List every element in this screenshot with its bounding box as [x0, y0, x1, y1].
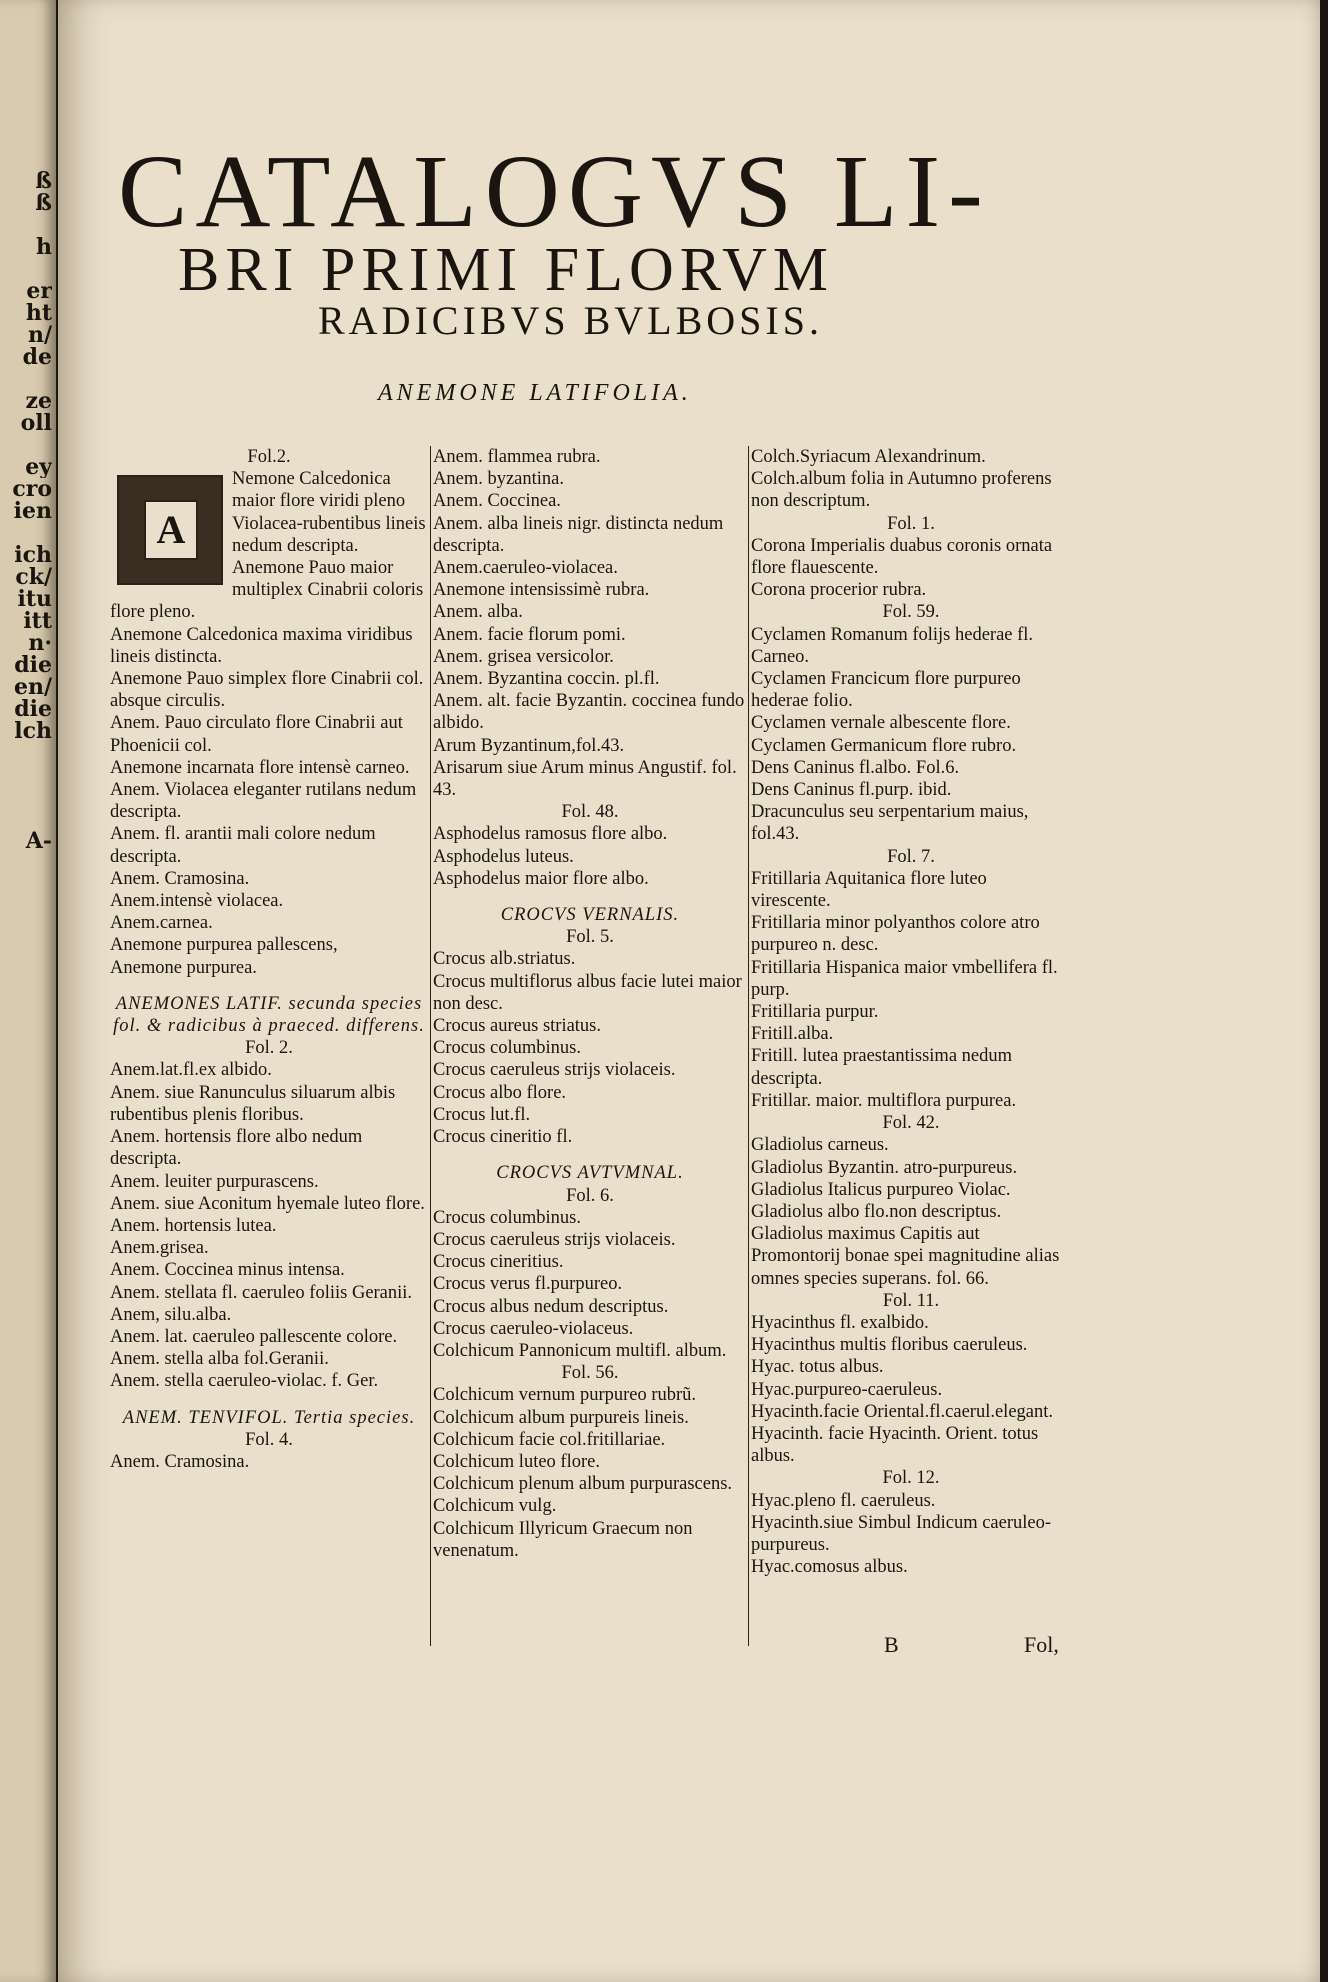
folio-heading: Fol. 7. — [887, 846, 935, 867]
catalog-entry: Crocus albo flore. — [433, 1082, 567, 1103]
catalog-entry: Crocus aureus striatus. — [433, 1016, 602, 1037]
previous-page-fragment: ck/ — [15, 566, 52, 588]
catalog-entry: Fritillaria Hispanica maior vmbellifera fl. purp. — [751, 957, 1058, 1000]
catalog-entry: Colchicum album purpureis lineis. — [433, 1407, 689, 1428]
catalog-entry: Anem. alt. facie Byzantin. coccinea fundo albido. — [433, 691, 745, 734]
catalog-entry: Anem, silu.alba. — [110, 1304, 232, 1325]
previous-page-fragment — [2, 786, 52, 808]
catalog-entry: Colchicum vulg. — [433, 1496, 557, 1517]
catalog-entry: Anem. stellata fl. caeruleo foliis Geranii. — [110, 1282, 413, 1303]
catalog-entry: Crocus caeruleus strijs violaceis. — [433, 1060, 676, 1081]
signature-mark: B — [884, 1632, 899, 1657]
catalog-entry: Fritillar. maior. multiflora purpurea. — [751, 1090, 1017, 1111]
section-heading: ANEMONE LATIFOLIA. — [378, 380, 692, 406]
catalog-entry: Cyclamen Germanicum flore rubro. — [751, 735, 1017, 756]
spacer — [433, 1148, 747, 1162]
catalog-entry: Anem. byzantina. — [433, 469, 564, 490]
catalog-entry: Fritill. lutea praestantissima nedum descripta. — [751, 1046, 1013, 1089]
previous-page-fragment: de — [22, 346, 52, 368]
catalog-entry: Crocus multiflorus albus facie lutei maior non desc. — [433, 971, 742, 1014]
previous-page-fragment: A- — [25, 830, 52, 852]
folio-heading: Fol.2. — [247, 447, 291, 467]
catalog-entry: Nemone Calcedonica maior flore viridi pleno Violacea-rubentibus lineis nedum descripta. — [232, 469, 426, 556]
catalog-entry: Dens Caninus fl.purp. ibid. — [751, 780, 952, 801]
previous-page-text — [2, 170, 52, 852]
catalog-entry: Dens Caninus fl.albo. Fol.6. — [751, 757, 960, 778]
catalog-entry: Asphodelus luteus. — [433, 846, 574, 867]
spacer — [110, 979, 428, 993]
catchword: Fol, — [1024, 1632, 1059, 1657]
catalog-entry: Anem. Cramosina. — [110, 1451, 250, 1472]
catalog-entry: Anem. hortensis flore albo nedum descripta. — [110, 1127, 363, 1170]
catalog-entry: Crocus cineritio fl. — [433, 1127, 573, 1148]
catalog-entry: Hyacinthus fl. exalbido. — [751, 1312, 929, 1333]
initial-letter: A — [144, 500, 198, 560]
catalog-entry: Anem. Coccinea minus intensa. — [110, 1260, 345, 1281]
catalog-entry: Asphodelus maior flore albo. — [433, 868, 649, 889]
folio-heading: CROCVS VERNALIS. — [500, 905, 680, 926]
catalog-entry: Colch.Syriacum Alexandrinum. — [751, 447, 986, 467]
catalog-entry: Hyacinthus multis floribus caeruleus. — [751, 1335, 1028, 1356]
catalog-entry: Anemone Calcedonica maxima viridibus lineis distincta. — [110, 624, 413, 667]
folio-heading: Fol. 1. — [887, 513, 935, 534]
catalog-entry: Colchicum facie col.fritillariae. — [433, 1429, 666, 1450]
catalog-entry: Crocus alb.striatus. — [433, 949, 576, 970]
catalog-entry: Fritill.alba. — [751, 1024, 834, 1045]
previous-page-fragment: itu — [17, 588, 52, 610]
catalog-entry: Anemone Pauo simplex flore Cinabrii col. absque circulis. — [110, 669, 424, 712]
previous-page-fragment — [2, 258, 52, 280]
catalog-entry: Anem. Coccinea. — [433, 491, 561, 512]
previous-page-fragment: ich — [14, 544, 52, 566]
catalog-column-3 — [748, 446, 1071, 1646]
previous-page-edge — [0, 0, 56, 1982]
catalog-entry: Anem. facie florum pomi. — [433, 624, 626, 645]
catalog-entry: Crocus verus fl.purpureo. — [433, 1274, 623, 1295]
catalog-entry: Dracunculus seu serpentarium maius, fol.43. — [751, 802, 1029, 845]
catalog-entry: Anem. Violacea eleganter rutilans nedum descripta. — [110, 780, 417, 823]
catalog-entry: Anemone Pauo maior multiplex Cinabrii coloris flore pleno. — [110, 558, 424, 623]
catalog-entry: Crocus cineritius. — [433, 1252, 564, 1273]
catalog-entry: Anem.lat.fl.ex albido. — [110, 1060, 272, 1081]
catalog-column-1 — [110, 446, 428, 1473]
catalog-entry: Crocus caeruleo-violaceus. — [433, 1318, 634, 1339]
catalog-entry: Hyacinth. facie Hyacinth. Orient. totus albus. — [751, 1423, 1039, 1467]
previous-page-fragment: ze — [25, 390, 52, 412]
catalog-entry: Gladiolus Italicus purpureo Violac. — [751, 1179, 1011, 1200]
previous-page-fragment — [2, 214, 52, 236]
catalog-entry: Colch.album folia in Autumno proferens non descriptum. — [751, 469, 1052, 512]
previous-page-fragment: h — [36, 236, 52, 258]
folio-heading: Fol. 5. — [566, 927, 614, 948]
previous-page-fragment: ß — [35, 170, 52, 192]
catalog-column-2 — [430, 446, 747, 1646]
catalog-entry: Anem. stella alba fol.Geranii. — [110, 1349, 329, 1370]
folio-heading: Fol. 2. — [245, 1038, 293, 1059]
catalog-entry: Anem.carnea. — [110, 913, 213, 934]
catalog-entry: Gladiolus maximus Capitis aut Promontorij bonae spei magnitudine alias omnes species superans. fol. 66. — [751, 1224, 1060, 1289]
catalog-entry: Anem. lat. caeruleo pallescente colore. — [110, 1326, 398, 1347]
catalog-entry: Asphodelus ramosus flore albo. — [433, 824, 668, 845]
catalog-entry: Anem. leuiter purpurascens. — [110, 1171, 319, 1192]
previous-page-fragment: ß — [35, 192, 52, 214]
folio-heading: ANEM. TENVIFOL. Tertia species. — [122, 1407, 416, 1428]
previous-page-fragment: die — [14, 698, 52, 720]
catalog-entry: Anemone incarnata flore intensè carneo. — [110, 757, 410, 778]
catalog-entry: Anem. stella caeruleo-violac. f. Ger. — [110, 1371, 379, 1392]
previous-page-fragment — [2, 434, 52, 456]
previous-page-fragment: lch — [14, 720, 52, 742]
title-line-3: RADICIBVS BVLBOSIS. — [318, 298, 823, 343]
catalog-entry: Anem. siue Ranunculus siluarum albis rubentibus plenis floribus. — [110, 1082, 396, 1125]
catalog-entry: Anem.caeruleo-violacea. — [433, 558, 618, 579]
catalog-entry: Arisarum siue Arum minus Angustif. fol. 43. — [433, 757, 737, 801]
folio-heading: Fol. 12. — [882, 1468, 940, 1489]
decorated-initial — [114, 472, 226, 588]
previous-page-fragment: er — [26, 280, 52, 302]
catalog-entry: Colchicum Pannonicum multifl. album. — [433, 1340, 727, 1361]
previous-page-fragment: ien — [13, 500, 52, 522]
folio-heading: Fol. 56. — [561, 1363, 619, 1384]
catalog-entry: Anemone intensissimè rubra. — [433, 580, 650, 601]
previous-page-fragment: ey — [25, 456, 52, 478]
folio-heading: Fol. 6. — [566, 1185, 614, 1206]
catalog-entry: Arum Byzantinum,fol.43. — [433, 735, 625, 756]
previous-page-fragment: n· — [28, 632, 52, 654]
catalog-entry: Anem. alba lineis nigr. distincta nedum descripta. — [433, 513, 724, 556]
catalog-entry: Cyclamen Francicum flore purpureo hederae folio. — [751, 669, 1021, 712]
catalog-entry: Anem. fl. arantii mali colore nedum descripta. — [110, 824, 376, 867]
previous-page-fragment: en/ — [13, 676, 52, 698]
catalog-entry: Crocus caeruleus strijs violaceis. — [433, 1229, 676, 1250]
catalog-entry: Cyclamen vernale albescente flore. — [751, 713, 1011, 734]
catalog-entry: Anem. alba. — [433, 602, 523, 623]
catalog-entry: Hyac.pleno fl. caeruleus. — [751, 1490, 936, 1511]
catalog-entry: Anem. Byzantina coccin. pl.fl. — [433, 669, 660, 690]
catalog-entry: Crocus columbinus. — [433, 1207, 581, 1228]
catalog-entry: Anem. flammea rubra. — [433, 447, 601, 467]
previous-page-fragment — [2, 808, 52, 830]
catalog-entry: Crocus columbinus. — [433, 1038, 581, 1059]
catalog-entry: Cyclamen Romanum folijs hederae fl. Carneo. — [751, 624, 1034, 667]
folio-heading: Fol. 59. — [882, 602, 940, 623]
previous-page-fragment — [2, 764, 52, 786]
catalog-entry: Colchicum plenum album purpurascens. — [433, 1474, 733, 1495]
previous-page-fragment: ht — [25, 302, 52, 324]
catalog-entry: Colchicum Illyricum Graecum non venenatum. — [433, 1518, 693, 1561]
spacer — [110, 1393, 428, 1407]
catalog-entry: Gladiolus albo flo.non descriptus. — [751, 1201, 1002, 1222]
previous-page-fragment: die — [14, 654, 52, 676]
catalog-entry: Hyacinth.facie Oriental.fl.caerul.elegant. — [751, 1401, 1054, 1422]
title-line-2: BRI PRIMI FLORVM — [178, 236, 835, 304]
catalog-entry: Hyac.purpureo-caeruleus. — [751, 1379, 943, 1400]
catalog-entry: Hyac.comosus albus. — [751, 1557, 908, 1578]
previous-page-fragment: itt — [23, 610, 52, 632]
catalog-entry: Anem. Pauo circulato flore Cinabrii aut Phoenicii col. — [110, 713, 403, 756]
catalog-entry: Colchicum vernum purpureo rubrũ. — [433, 1385, 697, 1406]
spacer — [433, 890, 747, 904]
previous-page-fragment — [2, 368, 52, 390]
catalog-entry: Anem. hortensis lutea. — [110, 1215, 277, 1236]
catalog-entry: Anem. Cramosina. — [110, 868, 250, 889]
previous-page-fragment: cro — [12, 478, 52, 500]
catalog-entry: Crocus lut.fl. — [433, 1104, 531, 1125]
title-line-1: CATALOGVS LI- — [118, 134, 991, 249]
catalog-entry: Gladiolus Byzantin. atro-purpureus. — [751, 1157, 1018, 1178]
catalog-entry: Fritillaria Aquitanica flore luteo virescente. — [751, 868, 987, 912]
folio-heading: Fol. 48. — [561, 802, 619, 823]
previous-page-fragment — [2, 522, 52, 544]
folio-heading: Fol. 4. — [245, 1429, 293, 1450]
catalog-entry: Anem.intensè violacea. — [110, 891, 284, 912]
folio-heading: CROCVS AVTVMNAL. — [496, 1163, 684, 1184]
folio-heading: Fol. 42. — [882, 1113, 940, 1134]
catalog-entry: Anem. siue Aconitum hyemale luteo flore. — [110, 1193, 425, 1214]
catalog-entry: Anemone purpurea pallescens, — [110, 935, 338, 956]
catalog-entry: Anem.grisea. — [110, 1238, 209, 1259]
catalog-entry: Crocus albus nedum descriptus. — [433, 1296, 669, 1317]
folio-heading: Fol. 11. — [882, 1290, 940, 1311]
previous-page-fragment: n/ — [27, 324, 52, 346]
folio-heading: ANEMONES LATIF. secunda species fol. & radicibus à praeced. differens. — [113, 993, 425, 1037]
catalog-entry: Gladiolus carneus. — [751, 1135, 889, 1156]
catalog-entry: Anem. grisea versicolor. — [433, 646, 614, 667]
catalog-entry: Fritillaria purpur. — [751, 1002, 879, 1023]
catalog-entry: Hyacinth.siue Simbul Indicum caeruleo-purpureus. — [751, 1512, 1052, 1555]
catalog-entry: Anemone purpurea. — [110, 957, 257, 978]
catalog-entry: Corona Imperialis duabus coronis ornata flore flauescente. — [751, 535, 1053, 579]
previous-page-fragment: oll — [20, 412, 52, 434]
catalog-entry: Colchicum luteo flore. — [433, 1451, 600, 1472]
catalog-entry: Hyac. totus albus. — [751, 1357, 884, 1378]
previous-page-fragment — [2, 742, 52, 764]
catalog-entry: Corona procerior rubra. — [751, 580, 927, 601]
catalog-entry: Fritillaria minor polyanthos colore atro purpureo n. desc. — [751, 913, 1040, 956]
